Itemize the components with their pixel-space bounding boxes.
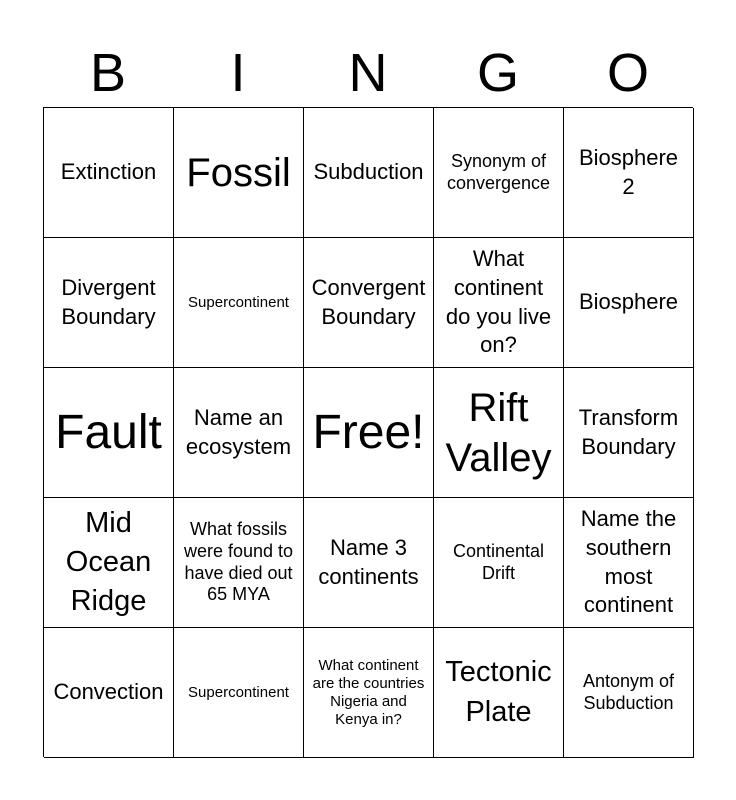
bingo-header (43, 38, 693, 108)
bingo-cell[interactable]: Mid Ocean Ridge (44, 498, 174, 628)
bingo-cell[interactable]: Fault (44, 368, 174, 498)
bingo-cell[interactable]: Supercontinent (174, 628, 304, 758)
header-letter-g: G (476, 43, 519, 103)
bingo-cell[interactable]: Convection (44, 628, 174, 758)
bingo-cell[interactable]: Name the southern most continent (564, 498, 694, 628)
bingo-cell[interactable]: Antonym of Subduction (564, 628, 694, 758)
bingo-cell[interactable]: Name 3 continents (304, 498, 434, 628)
bingo-cell[interactable]: Subduction (304, 108, 434, 238)
bingo-cell[interactable]: What continent are the countries Nigeria and Kenya in? (304, 628, 434, 758)
bingo-cell[interactable]: Fossil (174, 108, 304, 238)
header-letter-n: N (348, 43, 388, 103)
free-space-cell[interactable]: Free! (304, 368, 434, 498)
bingo-cell[interactable]: Transform Boundary (564, 368, 694, 498)
bingo-board (43, 107, 693, 757)
bingo-cell[interactable]: Name an ecosystem (174, 368, 304, 498)
bingo-cell[interactable]: Synonym of convergence (434, 108, 564, 238)
bingo-cell[interactable]: Divergent Boundary (44, 238, 174, 368)
header-letter-o: O (606, 43, 649, 103)
bingo-cell[interactable]: Extinction (44, 108, 174, 238)
bingo-cell[interactable]: What fossils were found to have died out 65 MYA (174, 498, 304, 628)
bingo-cell[interactable]: Supercontinent (174, 238, 304, 368)
bingo-cell[interactable]: Continental Drift (434, 498, 564, 628)
bingo-cell[interactable]: Biosphere (564, 238, 694, 368)
bingo-cell[interactable]: What continent do you live on? (434, 238, 564, 368)
bingo-cell[interactable]: Rift Valley (434, 368, 564, 498)
bingo-cell[interactable]: Tectonic Plate (434, 628, 564, 758)
header-letter-b: B (89, 43, 127, 103)
header-letter-i: I (230, 43, 246, 103)
bingo-cell[interactable]: Biosphere 2 (564, 108, 694, 238)
bingo-cell[interactable]: Convergent Boundary (304, 238, 434, 368)
